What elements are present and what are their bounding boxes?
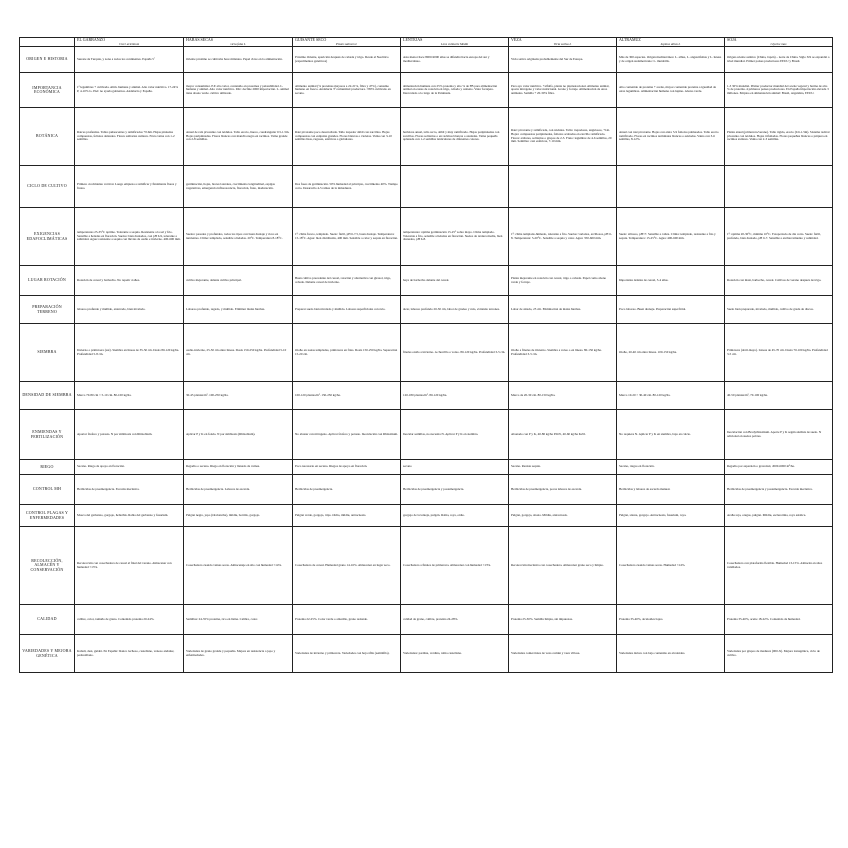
table-cell: Abonado con P y K, 40-80 kg/ha P2O5, 40-60 kg/ha K2O. — [509, 410, 617, 460]
table-cell: Suelos: pesados y profundos, todos los tipos con buen drenaje y ricos en nutrientes. Clima: templado, sensible a heladas. 20°C. Temperatura 8-18°C. — [184, 208, 293, 266]
table-cell: laboreo profundo y mullido, enterrado, bien nivelado. — [75, 296, 184, 324]
table-cell: Cosechadora con plataforma flexible. Humedad 13-15%. Almacén en silos ventilados. — [725, 527, 833, 605]
table-row — [20, 635, 833, 673]
table-cell: Raíz: pivotante y ramificada, con nódulos. Tallo: trepadores, angulosos, +1m. Hojas: compuestas paripinnadas, folíolos acabadas en zarcillo ramificado. Flores: axilares, solitarias o grupos de 2-3. Fruto: legumbre de 4-6 semillas, 20 mm. Semillas: casi esféricas, 7-10 mm. — [509, 108, 617, 166]
table-cell: Variedades comerciales de veza común y veza villosa. — [509, 635, 617, 673]
table-cell — [401, 166, 509, 208]
table-cell: cultivo mejorante, delante cultivo principal. — [184, 266, 293, 296]
table-cell: Marco 70-80 cm × 5-10 cm. 80-100 kg/ha. — [75, 382, 184, 410]
row-header: CALIDAD — [20, 605, 75, 635]
table-cell: Primero crecimiento vertical. Luego empieza a ramificar y finalmente flores y frutos. — [75, 166, 184, 208]
table-cell: Labor de alzado, 25 cm. Eliminación de malas hierbas. — [509, 296, 617, 324]
table-cell: haya de barbecho delante del cereal. — [401, 266, 509, 296]
table-cell: Herbicidas de preemergencia. Labores de escarda. — [184, 475, 293, 505]
scientific-name: Cicer arietinum — [118, 41, 140, 46]
table-cell: otoño-invierno, 25-50 cm entre líneas. Dosis 150-250 kg/ha. Profundidad 5-10 cm. — [184, 324, 293, 382]
table-cell: Pulgón negro, jopo (Orobanche), mildiu, botritis, gorgojo. — [184, 505, 293, 527]
row-header: CICLO DE CULTIVO — [20, 166, 75, 208]
scientific-name: vicia faba L — [230, 41, 246, 46]
row-header: DENSIDAD DE SIEMBRA — [20, 382, 75, 410]
table-cell: Poco necesario en secano. Riegos de apoyo en floración. — [293, 460, 401, 475]
table-cell: Oriente próximo se cultivaba hace milenios. Papel clave en la alimentación. — [184, 47, 293, 73]
table-cell: Secano, riegos en floración. — [617, 460, 725, 475]
table-cell: Mosca del garbanzo, gorgojo, heliothis. Rabia del garbanzo y fusarium. — [75, 505, 184, 527]
table-row — [20, 527, 833, 605]
table-cell: Pulgón verde, gorgojo, trips. Oídio, mildiu, antracnosis. — [293, 505, 401, 527]
table-cell: Suelo bien preparado, nivelado, mullido, cultivo de grada de discos. — [725, 296, 833, 324]
table-body — [20, 47, 833, 673]
table-cell: secano — [401, 460, 509, 475]
table-cell: No requiere N. Aplicar P y K en siembra, bajo en calcio. — [617, 410, 725, 460]
table-cell: 1ª legumbres + cultivada. Alim. humana y animal. Alto valor nutritivo. 17-24% P, 4-10% G. PAC no ayuda gobiernos. Andalucía y España. — [75, 73, 184, 108]
table-cell: 100-120 plantas/m². 150-250 kg/ha. — [293, 382, 401, 410]
table-cell: Variedades dulces con bajo contenido en alcaloides. — [617, 635, 725, 673]
table-cell: Pulgón, sitona, gorgojo. Antracnosis, fusarium, roya. — [617, 505, 725, 527]
table-cell: Alimento animal (% proteínas mayores a 22-21%, fibra y 47%), consumo humano en fresco. Andalucía 3ª comunidad productora. >80% cultivado en secano. — [293, 73, 401, 108]
table-cell: alzar, laboreo profundo 20-30 cm, labor de gradeo y rulo, evitando terrones. — [401, 296, 509, 324]
column-header — [293, 38, 401, 47]
table-cell: Recolección mecánica con cosechadora. Almacenar grano seco y limpio. — [509, 527, 617, 605]
header-row — [20, 38, 833, 47]
table-cell: Proteína 35-40%, alcaloides bajos. — [617, 605, 725, 635]
table-row — [20, 382, 833, 410]
table-cell: Kabuli, desi, gulabi. En España: blanco lechoso, castellano, venoso andaluz, pedrosillano. — [75, 635, 184, 673]
table-cell: calidad de grano, calibre, proteína 24-28%. — [401, 605, 509, 635]
column-header — [617, 38, 725, 47]
table-cell: Proteína 35-40%, aceite 18-22%. Contenido de humedad. — [725, 605, 833, 635]
corner-cell — [20, 38, 75, 47]
table-row — [20, 108, 833, 166]
table-row — [20, 73, 833, 108]
table-cell: Proteína 25-30%. Semilla limpia, sin impurezas. — [509, 605, 617, 635]
table-cell: Aportar fósforo y potasio. N por simbiosis con Rhizobium. — [75, 410, 184, 460]
table-cell: Secano. Resiste sequía. — [509, 460, 617, 475]
table-cell: temperaturas 25-35°C óptimo. Tolerante a sequía. Resistente a la sal y frío. Sensible a heladas en floración. Suelos: bien drenados, con pH 6-9, tolerante a salinidad. Agua: resistente a sequía con lluvias de otoño e invierno. 400-600 mm. — [75, 208, 184, 266]
table-cell: Preparar suelo bien nivelado y mullido. Labores superficiales con rulo. — [293, 296, 401, 324]
table-cell: 40-50 plantas/m², 70-100 kg/ha. — [725, 382, 833, 410]
table-cell: 1ª: clima fresco, templado. Suelo: fértil, pH 6-7.5, buen drenaje. Temperatura: 15-18°C. Agua: bien distribuida, 400 mm. Sensible a calor y sequía en floración. — [293, 208, 401, 266]
table-cell: temperaturas: óptima germinación 15-25° sobre mayo. Clima templado. Tolerante a frío, sensible a heladas en floración. Suelos de textura media, bien drenados, pH 6-8. — [401, 208, 509, 266]
table-cell: herbácea anual, tallo recto, débil y muy ramificado. Hojas paripinnadas con zarcillos. Flores solitarias o en racimos blancas o azuladas. Vaina pequeña aplanada con 1-2 semillas lenticulares de diferentes colores. — [401, 108, 509, 166]
table-cell: Anual con raíz pivotante. Hojas con entre 5-9 folíolos palmeados. Tallo erecto ramificado. Flores en racimos terminales blancas o azuladas. Vaina con 3-6 semillas, 8-12%. — [617, 108, 725, 166]
table-cell: gorgojo de la lenteja, pulgón. Rabia, roya, oídio. — [401, 505, 509, 527]
table-cell: Cosechadora a finales de primavera. Almacenar con humedad <13%. — [401, 527, 509, 605]
table-cell: calibre, color, tamaño de grano. Contenido proteína 20-24%. — [75, 605, 184, 635]
table-row — [20, 410, 833, 460]
table-row — [20, 47, 833, 73]
row-header: SIEMBRA — [20, 324, 75, 382]
legume-comparison-table — [19, 37, 833, 673]
row-header: CONTROL MH — [20, 475, 75, 505]
table-cell: Marco 10-20 × 30-40 cm. 80-120 kg/ha. — [617, 382, 725, 410]
table-cell: Pulgón, gorgojo, sitona. Mildiu, antracnosis. — [509, 505, 617, 527]
table-cell: 1ª: clima templado-húmedo, tolerante a frío. Suelos: variados, arcillosos, pH 6-8. Temperatura: 5-20°C. Sensible a sequía y calor. Agua: 350-600 mm. — [509, 208, 617, 266]
table-cell: Herbicidas y labores de escarda manual. — [617, 475, 725, 505]
table-cell: Araña roja, orugas, pulgón. Mildiu, esclerotinia, roya asiática. — [725, 505, 833, 527]
crop-name: HABAS SECAS — [186, 37, 214, 42]
table-cell: Planta anual (primavera/verano). Tallo rígido, erecto (0.6-1.5m). Sistema radical pivotante con nódulos. Hojas trifoliadas. Flores pequeñas blancas o púrpura en racimos axilares. Vaina con 2-3 semillas. — [725, 108, 833, 166]
table-cell: Importante delante de cereal, 3-4 años. — [617, 266, 725, 296]
table-cell — [725, 166, 833, 208]
table-cell: Herbicidas de preemergencia. — [293, 475, 401, 505]
table-cell: 1ª: óptima 20-30°C, mínima 10°C. Fotoperiodo de día corto. Suelo: fértil, profundo, bien drenado, pH 6-7. Sensible a encharcamiento y salinidad. — [725, 208, 833, 266]
row-header: BOTÁNICA — [20, 108, 75, 166]
table-cell: alimentación humana con 25% proteína y alto % de FB para alimentación animal en zonas de rotación en trigo, cebada y centeno. Valor forrajero. Intercalado a lo largo de la Península. — [401, 73, 509, 108]
table-row — [20, 324, 833, 382]
table-cell: finales otoño a invierno. A chorrillo o voleo. 80-120 kg/ha. Profundidad 3-5 cm. — [401, 324, 509, 382]
table-row — [20, 266, 833, 296]
column-header — [725, 38, 833, 47]
crop-name: LENTEJAS — [403, 37, 423, 42]
row-header: EXIGENCIAS EDAFOCLIMÁTICAS — [20, 208, 75, 266]
table-row — [20, 505, 833, 527]
column-header — [75, 38, 184, 47]
table-cell: Regadío por aspersión o gravedad, 4500-6000 m³/ha. — [725, 460, 833, 475]
table-cell: Sureste de Turquía, y zona a todos los continentes. España 5º — [75, 47, 184, 73]
crop-name: ALTRAMUZ — [619, 37, 641, 42]
table-cell: Regadío o secano. Riego en floración y llenado de vainas. — [184, 460, 293, 475]
table-cell: Herbicidas de preemergencia. Escarda mecánica. — [75, 475, 184, 505]
table-row — [20, 166, 833, 208]
scientific-name: Vicia sativa L — [553, 41, 572, 46]
table-cell: Dos fases de germinación. 50% humedad al principio, crecimiento 40%. Tiempo corto. Desarrollo 4-5 ramas de la inmadurez. — [293, 166, 401, 208]
table-cell: Herbicidas de preemergencia y postemergencia. — [401, 475, 509, 505]
table-cell: Rotación con maíz, barbecho, cereal. Cultivos de verano después de trigo. — [725, 266, 833, 296]
table-cell: Primavera (abril-mayo). Líneas de 45-70 cm. Dosis 70-100 kg/ha. Profundidad 3-5 cm. — [725, 324, 833, 382]
table-cell: 1-3 30% mundial. Primer productor mundial del aceite vegetal y harina de alto % de proteína. 4 primeros países productores. En España importación elevada 3 millones. Empleo en alimentación animal: Brasil, Argentina, EEUU. — [725, 73, 833, 108]
column-header — [509, 38, 617, 47]
table-cell: No abonar con nitrógeno. Aplicar fósforo y potasio. Inoculación con Rhizobium. — [293, 410, 401, 460]
row-header: LUGAR ROTACIÓN — [20, 266, 75, 296]
table-cell: Raíz pivotante poco desarrollada. Tallo trepador débil con zarcillos. Hojas compuestas con estípulas grandes. Flores blancas o violetas. Vaina con 3-10 semillas lisas, rugosas, esféricas o globulares. — [293, 108, 401, 166]
table-row — [20, 208, 833, 266]
scientific-name: Glycine max — [770, 41, 787, 46]
table-cell: Herbicidas de preemergencia y postemergencia. Escarda mecánica. — [725, 475, 833, 505]
table-cell: Otoño, 20-40 cm entre líneas. 100-150 kg/ha. — [617, 324, 725, 382]
table-cell: mayor consumidor. P.P. alto valor, contenido en proteínas y palatabilidad. L. humana y animal. Alto valor nutritivo. PAC decline 2000 importación. L. animal tiene abono verde. cultivo utilizado. — [184, 73, 293, 108]
table-cell: Asia menor hace 8000-9000 años se difundió hacia europa del sur y mediterráneo. — [401, 47, 509, 73]
table-cell: Alto contenido de proteína + aceite, mayor contenido proteína a igualdad de otras legumbres. Alimentación humana con lupino. Abono verde. — [617, 73, 725, 108]
table-row — [20, 460, 833, 475]
table-cell: Variedades de invierno y primavera. Variedades con hoja áfila (semiáfila). — [293, 635, 401, 673]
table-row — [20, 475, 833, 505]
table-cell: Proteína 22-25%. Color verde o amarillo, grano redondo. — [293, 605, 401, 635]
table-cell — [617, 166, 725, 208]
crop-name: GUISANTE SECO — [295, 37, 327, 42]
table-cell: Poco laboreo. Buen drenaje. Preparación superficial. — [617, 296, 725, 324]
table-cell: Marco de 20-30 cm. 80-150 kg/ha. — [509, 382, 617, 410]
table-cell: Cosechadora cuando vainas secas. Almacenaje en silo con humedad <14%. — [184, 527, 293, 605]
table-cell: Aplicar P y K en fondo. N por simbiosis (Rhizobium). — [184, 410, 293, 460]
row-header: ENMIENDAS Y FERTILIZACIÓN — [20, 410, 75, 460]
table-cell: Inocular semillas, no necesita N. Aplicar P y K en siembra. — [401, 410, 509, 460]
crop-name: SOJA — [727, 37, 737, 42]
row-header: CONTROL PLAGAS Y ENFERMEDADES — [20, 505, 75, 527]
column-header — [401, 38, 509, 47]
row-header: VARIEDADES Y MEJORA GENÉTICA — [20, 635, 75, 673]
row-header: ORIGEN E HISTORIA — [20, 47, 75, 73]
table-cell: Secano. Riego de apoyo en floración. — [75, 460, 184, 475]
table-row — [20, 296, 833, 324]
scientific-name: Pisum sativum L — [335, 41, 358, 46]
table-cell: Recolección con cosechadora de cereal al final del verano. Almacenar con humedad <13%. — [75, 527, 184, 605]
table-cell: Inoculación con Bradyrhizobium. Aporte P y K según análisis de suelo. N adicional en suelos pobres. — [725, 410, 833, 460]
table-cell: Rotación de cereal y barbecho. No repetir 4 años. — [75, 266, 184, 296]
row-header: RIEGO — [20, 460, 75, 475]
table-cell: Planta mejorante en rotación con cereal, trigo o cebada. Papel como abono verde y forraje. — [509, 266, 617, 296]
column-header — [184, 38, 293, 47]
table-cell: 120-180 plantas/m². 80-120 kg/ha. — [401, 382, 509, 410]
table-cell: Suelo: silíceos, pH<7. Sensible a caliza. Clima: templado, resistente a frío y sequía. Temperatura: 15-25°C. Agua: 400-600 mm. — [617, 208, 725, 266]
table-cell: Semillas: 24-35% proteína, rico en lisina. Calibre, color. — [184, 605, 293, 635]
table-cell — [509, 166, 617, 208]
table-cell: Otoño a finales de invierno. Siembra a voleo o en líneas. 80-150 kg/ha. Profundidad 3-5 cm. — [509, 324, 617, 382]
row-header: RECOLECCIÓN, ALMACÉN Y CONSERVACIÓN — [20, 527, 75, 605]
table-row — [20, 605, 833, 635]
table-cell: Cosechadora cuando vainas secas. Humedad <14%. — [617, 527, 725, 605]
table-cell: Laboreo profundo, regado, y mullido. Eliminar malas hierbas. — [184, 296, 293, 324]
table-cell: Vicia sativa originada probablemente del Sur de Europa. — [509, 47, 617, 73]
scientific-name: Lens culinaris Medik — [441, 41, 468, 46]
table-cell: Invierno o primavera (sur). Siembra en líneas de 35-50 cm. Dosis 80-120 kg/ha. Profundidad 5-8 cm. — [75, 324, 184, 382]
comparison-sheet — [19, 37, 832, 673]
table-cell: 30-45 plantas/m². 100-250 kg/ha. — [184, 382, 293, 410]
crop-name: EL GARBANZO — [77, 37, 105, 42]
row-header: IMPORTANCIA ECONÓMICA — [20, 73, 75, 108]
scientific-name: lupinus albus L — [660, 41, 681, 46]
table-cell: Herbicidas de preemergencia, pocas labores de escarda. — [509, 475, 617, 505]
table-cell: Buen cultivo precedente del cereal, rotación y alternativa con girasol, trigo, cebada. Delante cereal de invierno. — [293, 266, 401, 296]
table-cell: Raíces profundas. Tallos pubescentes y ramificados +0.6m. Hojas pinnadas compuestas, folíolos dentados. Flores solitarias axilares. Fruto vaina con 1-2 semillas. — [75, 108, 184, 166]
table-cell: Más de 300 especies. Origen mediterráneo: L. albus, L. angustifolius y L. luteus y de origen sudamericano: L. mutabilis. — [617, 47, 725, 73]
table-cell: Anual de raíz pivotante con nódulos. Tallo erecto, hueco, cuadrangular 0.5-1.5m. Hojas paripinnadas. Flores blancas con mancha negra en racimos. Vaina grande con 2-8 semillas. — [184, 108, 293, 166]
table-cell: Variedades: pardina, verdina, rubia castellana. — [401, 635, 509, 673]
crop-name: VEZA — [511, 37, 522, 42]
row-header: PREPARACIÓN TERRENO — [20, 296, 75, 324]
table-cell: Variedades por grupos de madurez (000-X). Mejora transgénica, ciclo de cultivo. — [725, 635, 833, 673]
table-cell: germinación, hojas, brotes laterales, crecimiento longitudinal, espigas vegetativas, emergencia inflorescencia, floración, fruto, maduración. — [184, 166, 293, 208]
table-cell: Para ayo valor nutritivo. +alfalfa, planta no pluriestacional. Alimento animal, aporta nitrógeno y valor nutricional. Grano y forraje. Alimentación de otros animales. Semilla + 20-30% fibra. — [509, 73, 617, 108]
table-cell: Próximo Oriente, aparición después de cebada y trigo. Desde el Neolítico (experimentos genéticos) — [293, 47, 401, 73]
table-cell: Origen oriente asiático (China, Japón) – norte de China. Siglo XX se expandió a nivel mundial. Primer países productores EEUU y Brasil. — [725, 47, 833, 73]
table-cell: Variedades de grano grande y pequeño. Mejora en resistencia a jopo y enfermedades. — [184, 635, 293, 673]
table-cell: Otoño en zonas templadas, primavera en frías. Dosis 150-250 kg/ha. Separación 15-20 cm. — [293, 324, 401, 382]
table-cell: Cosechadora de cereal. Humedad grano 14-16%. Almacenar en lugar seco. — [293, 527, 401, 605]
